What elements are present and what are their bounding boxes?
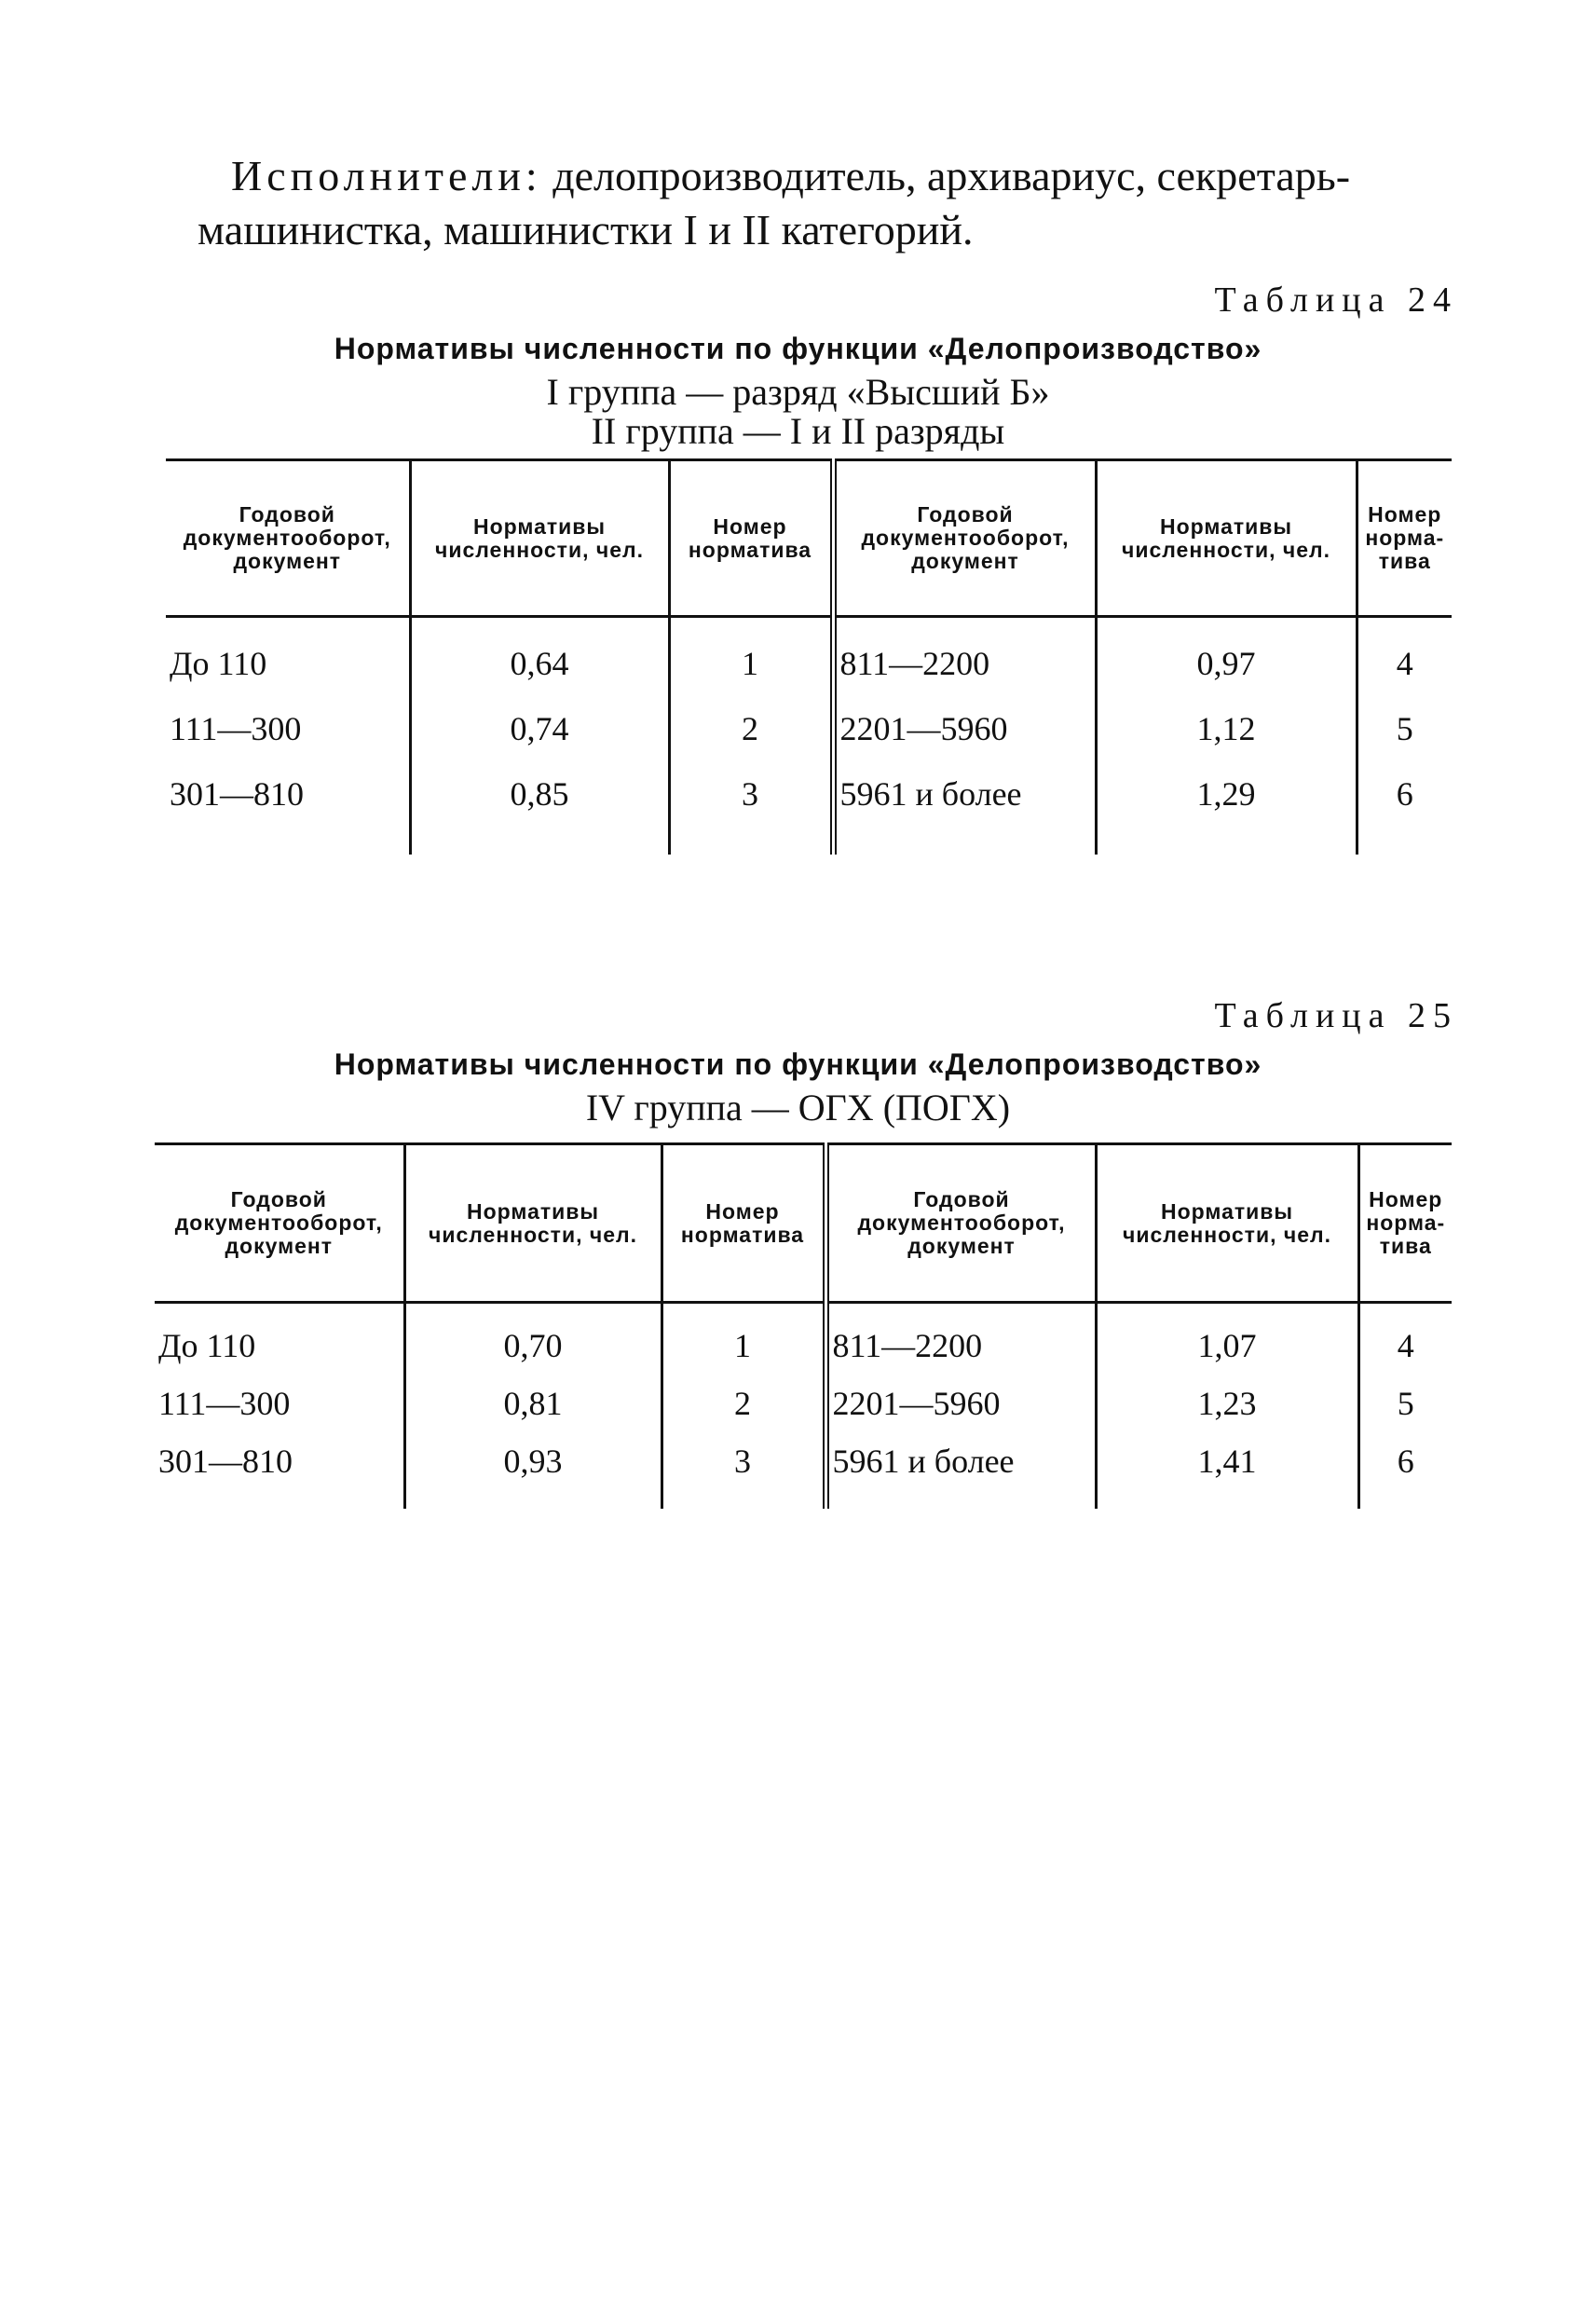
table25-header-cell: Номер норма-тива <box>1358 1144 1452 1303</box>
table25-header-cell: Номер норматива <box>662 1144 825 1303</box>
table24-cell: 5 <box>1396 710 1413 747</box>
table25-cell: 2201—5960 <box>825 1375 1096 1432</box>
table24-header-cell: Годовой документооборот, документ <box>166 460 410 617</box>
table24-header-row <box>166 460 1452 617</box>
performers-text-line2: машинистка, машинистки I и II категорий. <box>198 206 974 253</box>
table24-cell: 3 <box>669 761 833 827</box>
table24 <box>166 458 1452 855</box>
table24-cell: 5961 и более <box>833 761 1096 827</box>
table24-cell: 6 <box>1396 775 1413 813</box>
table25-cell: До 110 <box>155 1317 404 1375</box>
table24-header-cell: Номер норма-тива <box>1357 460 1452 617</box>
table-row <box>166 761 1452 827</box>
table24-cell: 0,85 <box>410 761 669 827</box>
table25-cell: 1 <box>662 1317 825 1375</box>
table24-cell: 1,12 <box>1096 696 1357 761</box>
table24-cell: 0,64 <box>410 631 669 696</box>
table25-cell: 0,70 <box>404 1317 662 1375</box>
table24-title: Нормативы численности по функции «Делопроизводство» <box>334 332 1262 365</box>
table25-cell: 811—2200 <box>825 1317 1096 1375</box>
table25-header-cell: Годовой документооборот, документ <box>825 1144 1096 1303</box>
table-row <box>155 1432 1452 1490</box>
table-row <box>166 696 1452 761</box>
table24-subtitle-line2: II группа — I и II разряды <box>591 410 1005 452</box>
table24-cell: 301—810 <box>166 761 410 827</box>
table25-cell: 1,23 <box>1096 1375 1358 1432</box>
table25-cell: 301—810 <box>155 1432 404 1490</box>
table25-cell: 2 <box>662 1375 825 1432</box>
table24-header-cell: Нормативы численности, чел. <box>1096 460 1357 617</box>
table25-header-cell: Нормативы численности, чел. <box>1096 1144 1358 1303</box>
table24-cell: До 110 <box>166 631 410 696</box>
table25-subtitle-line1: IV группа — ОГХ (ПОГХ) <box>585 1087 1011 1129</box>
table25-cell: 0,81 <box>404 1375 662 1432</box>
table25-header-cell: Годовой документооборот, документ <box>155 1144 404 1303</box>
performers-lead: Исполнители: <box>231 152 542 199</box>
table25-header-row <box>155 1144 1452 1303</box>
table24-header-cell: Годовой документооборот, документ <box>833 460 1096 617</box>
table25-cell: 6 <box>1397 1443 1414 1480</box>
table24-cell: 811—2200 <box>833 631 1096 696</box>
table25-cell: 4 <box>1397 1327 1414 1364</box>
table25 <box>155 1142 1452 1509</box>
table24-subtitle-line1: I группа — разряд «Высший Б» <box>546 371 1050 413</box>
table25-header-cell: Нормативы численности, чел. <box>404 1144 662 1303</box>
table24-header-cell: Номер норматива <box>669 460 833 617</box>
table25-cell: 3 <box>662 1432 825 1490</box>
table24-cell: 0,97 <box>1096 631 1357 696</box>
table-row <box>155 1375 1452 1432</box>
table25-cell: 5961 и более <box>825 1432 1096 1490</box>
table25-cell: 111—300 <box>155 1375 404 1432</box>
table25-label: Таблица 25 <box>1214 996 1458 1035</box>
table25-cell: 1,41 <box>1096 1432 1358 1490</box>
table24-cell: 111—300 <box>166 696 410 761</box>
table24-label: Таблица 24 <box>1214 280 1458 320</box>
table24-cell: 0,74 <box>410 696 669 761</box>
table-row <box>155 1317 1452 1375</box>
table25-cell: 5 <box>1397 1385 1414 1422</box>
table25-title: Нормативы численности по функции «Делопроизводство» <box>334 1047 1262 1081</box>
table24-header-cell: Нормативы численности, чел. <box>410 460 669 617</box>
performers-text-line1: делопроизводитель, архивариус, секретарь- <box>552 152 1351 199</box>
table24-cell: 2 <box>669 696 833 761</box>
table24-cell: 1 <box>669 631 833 696</box>
table24-cell: 1,29 <box>1096 761 1357 827</box>
table24-cell: 2201—5960 <box>833 696 1096 761</box>
table-row <box>166 631 1452 696</box>
table24-cell: 4 <box>1396 645 1413 682</box>
table25-cell: 0,93 <box>404 1432 662 1490</box>
table25-cell: 1,07 <box>1096 1317 1358 1375</box>
performers-paragraph <box>198 149 1456 257</box>
